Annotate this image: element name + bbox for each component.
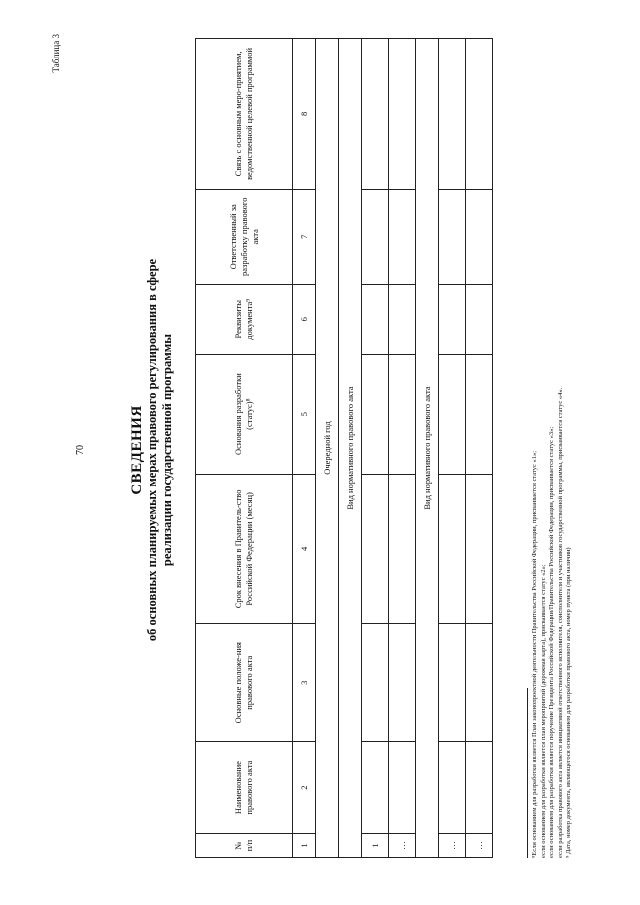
rotated-sheet (35, 20, 635, 880)
table-cell (362, 354, 389, 474)
column-number: 2 (293, 742, 316, 834)
row-number: … (439, 834, 466, 858)
table-cell (362, 189, 389, 284)
document-title (130, 20, 175, 880)
header-cell: Реквизиты документа⁹ (196, 284, 293, 354)
column-number: 7 (293, 189, 316, 284)
table-cell (389, 474, 416, 624)
header-cell: Основания разработки (статус)⁸ (196, 354, 293, 474)
section-row (339, 39, 362, 858)
table-cell (362, 474, 389, 624)
table-cell (439, 474, 466, 624)
header-cell: Наименование правового акта (196, 742, 293, 834)
table-cell (439, 354, 466, 474)
footnote-line: ⁸Если основанием для разработки является План законопроектной деятельности Правительства Российской Федерации, присваивается статус «1»; (531, 450, 538, 858)
header-cell: Связь с основным меро-приятием, ведомственной целевой программой (196, 39, 293, 190)
header-row (196, 39, 293, 858)
table-row (439, 39, 466, 858)
row-number: 1 (362, 834, 389, 858)
table-cell (389, 284, 416, 354)
column-number: 8 (293, 39, 316, 190)
title-line-3: реализации государственной программы (160, 333, 174, 567)
footnote-divider (527, 688, 528, 858)
page-number: 70 (75, 445, 86, 455)
row-number: … (389, 834, 416, 858)
footnotes (531, 58, 574, 858)
title-line-1: СВЕДЕНИЯ (129, 405, 145, 495)
title-line-2: об основных планируемых мерах правового регулирования в сфере (145, 258, 159, 642)
header-cell: № п/п (196, 834, 293, 858)
table-cell (439, 39, 466, 190)
section-label: Вид нормативного правового акта (339, 39, 362, 858)
table-cell (362, 742, 389, 834)
table-cell (389, 189, 416, 284)
table-cell (466, 474, 493, 624)
table-cell (362, 39, 389, 190)
column-number-row (293, 39, 316, 858)
table-cell (362, 284, 389, 354)
table-row (466, 39, 493, 858)
table-label: Таблица 3 (51, 34, 61, 73)
table-cell (466, 742, 493, 834)
column-number: 3 (293, 624, 316, 742)
row-number: … (466, 834, 493, 858)
table-cell (466, 284, 493, 354)
header-cell: Основные положе-ния правового акта (196, 624, 293, 742)
header-cell: Ответственный за разработку правового акта (196, 189, 293, 284)
table-cell (439, 189, 466, 284)
table-cell (466, 354, 493, 474)
table-cell (439, 284, 466, 354)
table-cell (466, 189, 493, 284)
column-number: 4 (293, 474, 316, 624)
table-row (389, 39, 416, 858)
table-cell (389, 742, 416, 834)
sheet-content (35, 20, 635, 880)
header-cell: Срок внесения в Правитель-ство Российской Федерации (месяц) (196, 474, 293, 624)
column-number: 5 (293, 354, 316, 474)
section-row (316, 39, 339, 858)
section-label: Очередной год (316, 39, 339, 858)
table-row (362, 39, 389, 858)
table-cell (389, 624, 416, 742)
table-cell (389, 39, 416, 190)
footnote-line: если основанием для разработки является план мероприятий (дорожная карта), присваивается статус «2»; (539, 564, 547, 858)
section-row (416, 39, 439, 858)
column-number: 1 (293, 834, 316, 858)
footnote-line: если разработка правового акта является инициативой ответственного исполнителя, соисполнителя и участников государственной программы, присваивается статус «4». (556, 387, 564, 858)
measures-table (195, 38, 493, 858)
column-number: 6 (293, 284, 316, 354)
footnote-line: если основанием для разработки является поручение Президента Российской Федерации/Правительства Российской Федерации, присваивается статус «3»; (548, 426, 555, 858)
table-cell (466, 39, 493, 190)
table-cell (439, 624, 466, 742)
table-cell (389, 354, 416, 474)
footnote-line: ⁹ Дата, номер документа, являющегося основанием для разработки правового акта, номер пункта (при наличии) (565, 547, 572, 858)
table-cell (362, 624, 389, 742)
table-cell (466, 624, 493, 742)
table-cell (439, 742, 466, 834)
section-label: Вид нормативного правового акта (416, 39, 439, 858)
